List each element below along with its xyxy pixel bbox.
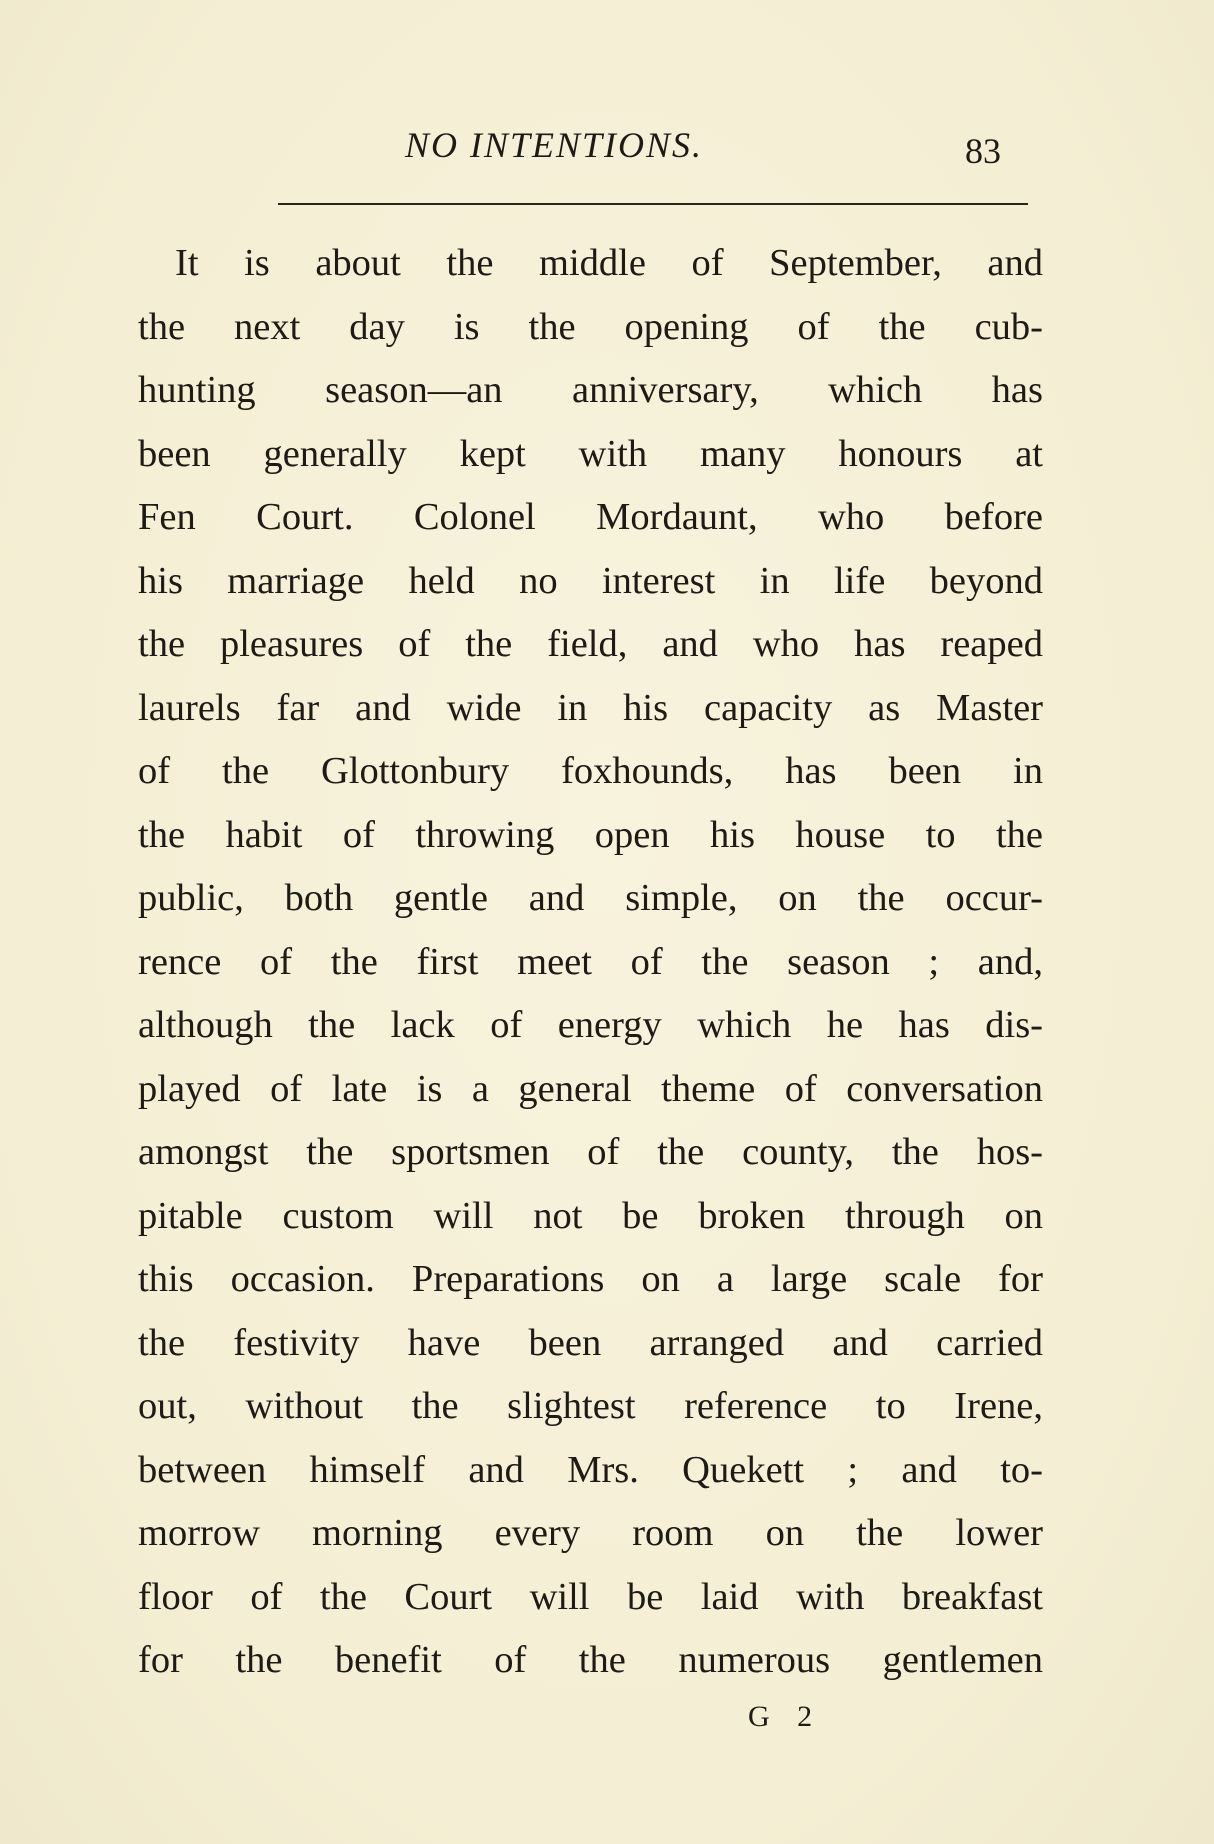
- text-line: hunting season—an anniversary, which has: [138, 369, 1043, 411]
- text-line: rence of the first meet of the season ; and,: [138, 940, 1043, 983]
- text-line: It is about the middle of September, and: [175, 242, 1043, 284]
- text-line: between himself and Mrs. Quekett ; and to-: [138, 1448, 1043, 1491]
- text-line: out, without the slightest reference to Irene,: [138, 1385, 1043, 1427]
- text-line: the next day is the opening of the cub-: [138, 305, 1043, 348]
- text-line: pitable custom will not be broken through on: [138, 1194, 1043, 1237]
- text-line: been generally kept with many honours at: [138, 432, 1043, 475]
- text-line: played of late is a general theme of conversation: [138, 1067, 1043, 1110]
- text-line: his marriage held no interest in life beyond: [138, 559, 1043, 602]
- text-line: morrow morning every room on the lower: [138, 1512, 1043, 1554]
- text-line: for the benefit of the numerous gentlemen: [138, 1639, 1043, 1681]
- text-line: laurels far and wide in his capacity as Master: [138, 686, 1043, 729]
- text-line: although the lack of energy which he has dis-: [138, 1004, 1043, 1046]
- text-line: the habit of throwing open his house to the: [138, 813, 1043, 856]
- signature-mark: G 2: [748, 1700, 823, 1733]
- page-header: [135, 124, 1035, 174]
- text-line: public, both gentle and simple, on the occur-: [138, 877, 1043, 919]
- text-line: floor of the Court will be laid with breakfast: [138, 1575, 1043, 1618]
- body-text: [138, 232, 1043, 1693]
- header-rule: [278, 203, 1028, 205]
- text-line: the pleasures of the field, and who has reaped: [138, 623, 1043, 665]
- text-line: Fen Court. Colonel Mordaunt, who before: [138, 496, 1043, 538]
- text-line: this occasion. Preparations on a large scale for: [138, 1258, 1043, 1300]
- page-number: 83: [965, 131, 1001, 171]
- running-head: NO INTENTIONS.: [405, 125, 704, 165]
- text-line: of the Glottonbury foxhounds, has been in: [138, 750, 1043, 792]
- text-line: the festivity have been arranged and carried: [138, 1321, 1043, 1364]
- text-line: amongst the sportsmen of the county, the hos-: [138, 1131, 1043, 1173]
